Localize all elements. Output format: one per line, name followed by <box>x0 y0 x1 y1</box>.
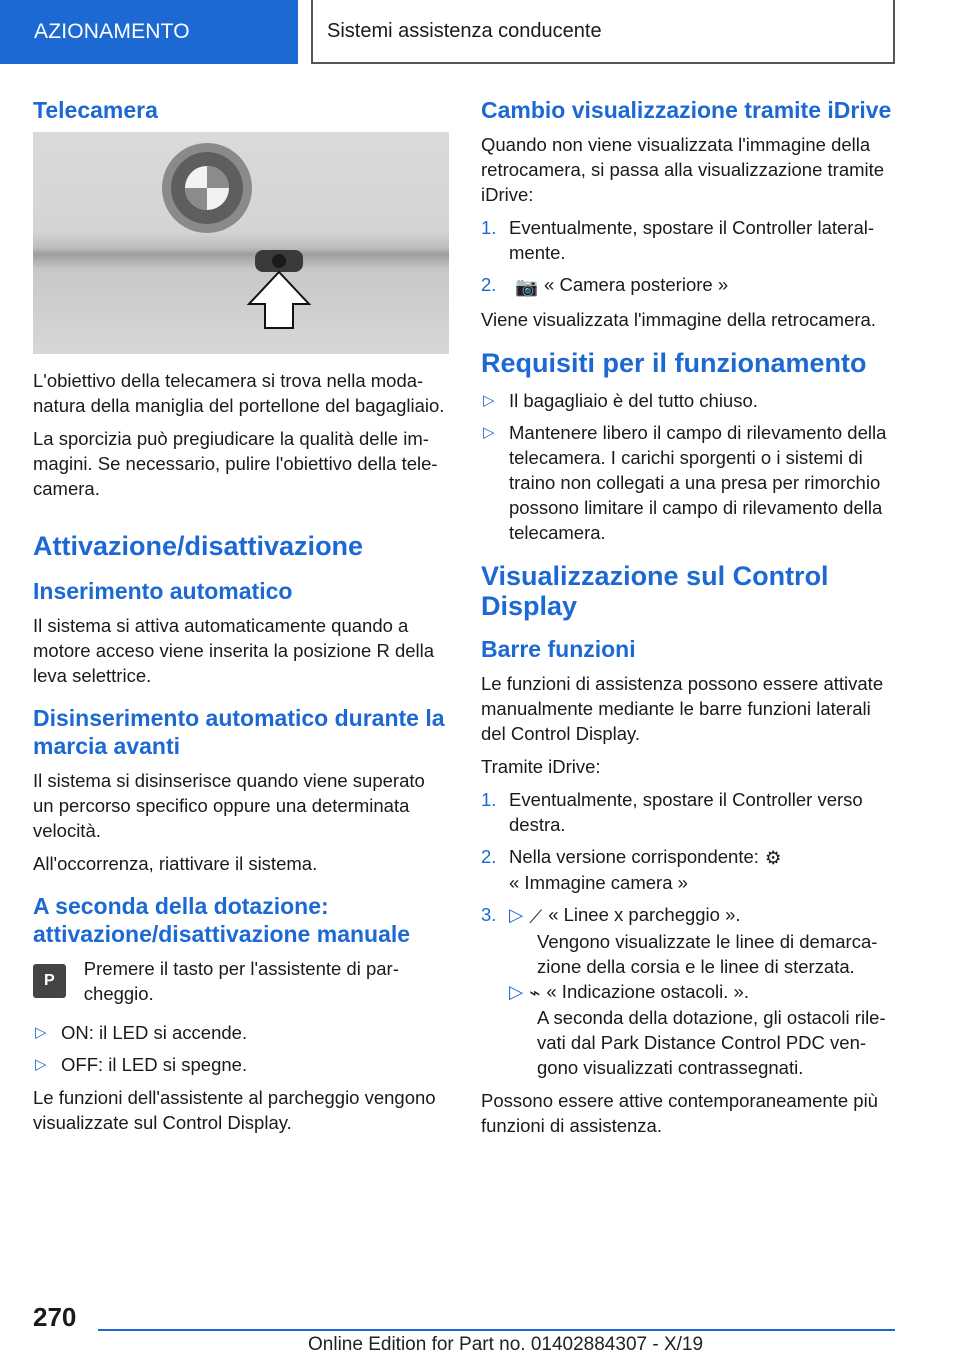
triangle-bullet-icon: ▷ <box>483 423 495 441</box>
requisiti-list <box>481 388 897 545</box>
right-column <box>481 96 897 1146</box>
list-item: 2. Nella versione corrispondente: ⚙ « Immagine camera » <box>481 845 782 894</box>
parking-lines-icon: ⟋ <box>529 905 543 927</box>
page-number: 270 <box>33 1302 77 1332</box>
car-tailgate-illustration <box>33 132 449 354</box>
obstacle-icon: ⌁ <box>529 982 541 1004</box>
telecamera-p2: La sporcizia può pregiudicare la qualità delle immagini. Se necessario, pulire l'obiettivo della telecamera. <box>33 428 438 499</box>
triangle-bullet-icon: ▷ <box>35 1056 47 1073</box>
heading-manuale: A seconda della dotazione: attivazione/disattivazione manuale <box>33 893 411 947</box>
park-assist-button-row <box>33 956 449 1006</box>
heading-visualizzazione: Visualizzazione sul Control Display <box>481 560 829 621</box>
triangle-bullet-icon: ▷ <box>509 904 524 926</box>
edition-note: Online Edition for Part no. 01402884307 - X/19 <box>308 1334 704 1355</box>
disinserimento-p2: All'occorrenza, riattivare il sistema. <box>33 853 318 874</box>
heading-barre: Barre funzioni <box>481 635 636 662</box>
led-list <box>33 1020 449 1077</box>
list-item: 2. 📷 « Camera posteriore » <box>481 274 729 297</box>
heading-disinserimento: Disinserimento automatico durante la marcia avanti <box>33 705 445 759</box>
cambio-steps <box>481 215 897 299</box>
obstacle-desc: A seconda della dotazione, gli ostacoli rilevati dal Park Distance Control PDC vengono visualizzati contrassegnati. <box>537 1007 886 1079</box>
final-text: Possono essere attive contemporaneamente più funzioni di assistenza. <box>481 1090 878 1137</box>
funzioni-text: Le funzioni dell'assistente al parcheggio vengono visualizzate sul Control Display. <box>33 1087 436 1133</box>
heading-attivazione: Attivazione/disattivazione <box>33 531 364 561</box>
cambio-after: Viene visualizzata l'immagine della retrocamera. <box>481 308 876 330</box>
park-assist-button-icon: P <box>33 964 66 998</box>
list-item: ▷ Mantenere libero il campo di rilevamento della telecamera. I carichi sporgenti o i sistemi di traino non collegati a una presa per rimorchio possono limitare il campo di rilevamento della telecamera. <box>483 421 887 543</box>
list-item: 3. ▷ ⟋ « Linee x parcheggio ». Vengono visualizzate le linee di demarcazione della corsia e le linee di sterzata. ▷ ⌁ « Indicazione ostacoli. ». A seconda della dotazione, gli ostacoli rilevati dal Park Distance Control PDC vengono visualizzati contrassegnati. <box>481 902 897 1080</box>
camera-icon: 📷 <box>515 275 539 297</box>
list-item: ▷ Il bagagliaio è del tutto chiuso. <box>483 389 758 411</box>
triangle-bullet-icon: ▷ <box>509 980 524 1002</box>
heading-requisiti: Requisiti per il funzionamento <box>481 347 867 378</box>
list-item: 1. Eventualmente, spostare il Controller verso destra. <box>481 788 863 835</box>
barre-p1: Le funzioni di assistenza possono essere attivate manualmente mediante le barre funzioni laterali del Control Display. <box>481 672 884 744</box>
disinserimento-p1: Il sistema si disinserisce quando viene superato un percorso specifico oppure una determinata velocità. <box>33 770 425 841</box>
footer-divider <box>98 1329 895 1331</box>
section-tab: AZIONAMENTO <box>0 0 298 64</box>
camera-settings-icon: ⚙ <box>764 847 782 869</box>
list-item: ▷ OFF: il LED si spegne. <box>35 1054 248 1075</box>
inserimento-text: Il sistema si attiva automaticamente quando a motore acceso viene inserita la posizione R della leva selettrice. <box>33 615 435 686</box>
list-item: 1. Eventualmente, spostare il Controller lateralmente. <box>481 217 875 263</box>
barre-p2: Tramite iDrive: <box>481 755 601 777</box>
manuale-text: Premere il tasto per l'assistente di parcheggio. <box>83 958 399 1004</box>
heading-telecamera: Telecamera <box>33 97 158 123</box>
list-item: ▷ ON: il LED si accende. <box>35 1022 248 1043</box>
triangle-bullet-icon: ▷ <box>483 391 495 409</box>
telecamera-p1: L'obiettivo della telecamera si trova nella modanatura della maniglia del portellone del bagagliaio. <box>33 370 445 416</box>
parking-lines-desc: Vengono visualizzate le linee di demarcazione della corsia e le linee di sterzata. <box>537 930 878 977</box>
left-column <box>33 96 449 1143</box>
camera-photo <box>33 132 449 354</box>
chapter-title: Sistemi assistenza conducente <box>311 0 895 64</box>
triangle-bullet-icon: ▷ <box>35 1024 47 1041</box>
barre-steps <box>481 787 897 1081</box>
heading-cambio: Cambio visualizzazione tramite iDrive <box>481 97 892 123</box>
cambio-text: Quando non viene visualizzata l'immagine della retrocamera, si passa alla visualizzazione tramite iDrive: <box>481 134 885 205</box>
heading-inserimento: Inserimento automatico <box>33 578 293 604</box>
